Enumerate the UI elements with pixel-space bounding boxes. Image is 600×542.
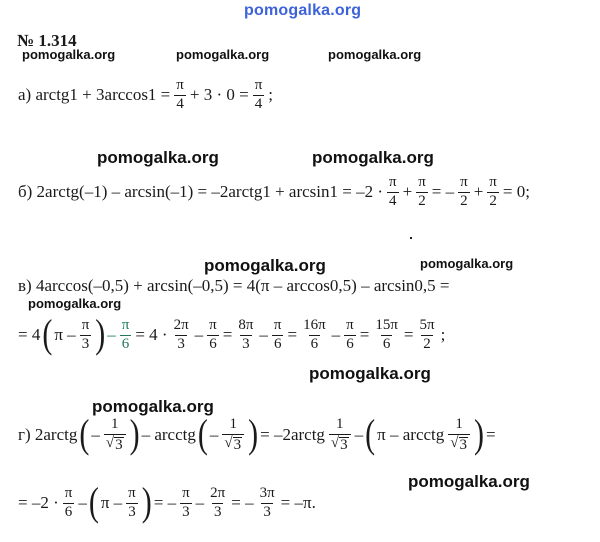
paren-open: (	[88, 480, 99, 525]
text: +	[402, 182, 413, 202]
paren-close: )	[474, 412, 484, 457]
fraction: $\frac{\pi}{2}$	[489, 174, 497, 209]
equation-b	[17, 175, 531, 210]
fraction: $\frac{\pi}{6}$	[209, 317, 217, 352]
text: = –	[153, 493, 177, 513]
fraction: $\frac{\pi}{3}$	[182, 485, 190, 520]
fraction: $\frac{\pi}{6}$	[121, 317, 130, 352]
text: =	[403, 325, 414, 345]
fraction: $\frac{\pi}{2}$	[418, 174, 426, 209]
text: б) 2arctg(–1) – arcsin(–1) = –2arctg1 + arcsin1 = –2 ·	[18, 182, 384, 202]
text: г) 2arctg	[18, 425, 78, 445]
fraction: $\frac{5\pi}{2}$	[419, 317, 435, 352]
fraction: 1 √ 3	[329, 417, 351, 454]
problem-number: № 1.314	[17, 31, 77, 50]
text: = –2 ·	[18, 493, 59, 513]
watermark: pomogalka.org	[92, 397, 214, 416]
watermark: pomogalka.org	[328, 47, 422, 62]
text: ;	[268, 85, 274, 105]
text: –	[195, 493, 205, 513]
fraction: 1 √ 3	[222, 417, 244, 454]
fraction: $\frac{8\pi}{3}$	[238, 317, 254, 352]
text: – arcctg	[141, 425, 196, 445]
fraction: $\frac{2\pi}{3}$	[210, 485, 226, 520]
text: а) arctg1 + 3arccos1 =	[18, 85, 171, 105]
fraction: $\frac{\pi}{3}$	[81, 317, 90, 352]
text: ;	[440, 325, 446, 345]
fraction: $\frac{15\pi}{6}$	[375, 317, 398, 352]
text: + 3 · 0 =	[189, 85, 249, 105]
text: =	[359, 325, 370, 345]
watermark: pomogalka.org	[204, 256, 326, 275]
text: = –	[431, 182, 455, 202]
watermark: pomogalka.org	[420, 256, 514, 271]
text: π – arcctg	[377, 425, 445, 445]
fraction: $\frac{\pi}{2}$	[460, 174, 468, 209]
fraction: $\frac{\pi}{6}$	[346, 317, 354, 352]
paren-open: (	[42, 312, 53, 357]
text: –	[354, 425, 364, 445]
text: = 0;	[502, 182, 530, 202]
text: –	[209, 425, 219, 445]
paren-open: (	[197, 412, 208, 457]
fraction: $\frac{\pi}{4}$	[176, 77, 184, 112]
watermark: pomogalka.org	[22, 47, 116, 62]
watermark: pomogalka.org	[309, 364, 431, 383]
fraction: $\frac{2\pi}{3}$	[173, 317, 189, 352]
text: = 4 ·	[135, 325, 168, 345]
text: +	[473, 182, 484, 202]
paren-close: )	[129, 412, 140, 457]
paren-open: (	[365, 412, 376, 457]
text: в) 4arccos(–0,5) + arcsin(–0,5) = 4(π – arccos0,5) – arcsin0,5 =	[18, 276, 450, 295]
text: –	[259, 325, 268, 345]
fraction: 1 √ 3	[104, 417, 126, 454]
text: –	[331, 325, 341, 345]
fraction: $\frac{16\pi}{6}$	[303, 317, 326, 352]
text: = –π.	[280, 493, 316, 513]
equation-g-line1	[17, 412, 497, 457]
text: =	[222, 325, 233, 345]
paren-close: )	[141, 480, 152, 525]
fraction: $\frac{\pi}{4}$	[389, 174, 397, 209]
equation-g-line2	[17, 480, 317, 525]
equation-v-line1	[17, 276, 451, 296]
watermark: pomogalka.org	[176, 47, 270, 62]
equation-a	[17, 78, 274, 113]
text: = –	[231, 493, 254, 513]
watermark-top: pomogalka.org	[244, 2, 362, 19]
watermark: pomogalka.org	[312, 148, 434, 167]
text: =	[287, 325, 298, 345]
text: –	[91, 425, 100, 445]
fraction: 1 √ 3	[448, 417, 470, 454]
paren-close: )	[95, 312, 106, 357]
watermark: pomogalka.org	[408, 472, 530, 491]
text: π –	[100, 493, 123, 513]
fraction: $\frac{\pi}{6}$	[273, 317, 282, 352]
fraction: $\frac{\pi}{6}$	[64, 485, 73, 520]
fraction: $\frac{\pi}{4}$	[254, 77, 263, 112]
paren-close: )	[248, 412, 259, 457]
text: = –2arctg	[260, 425, 325, 445]
watermark: pomogalka.org	[97, 148, 219, 167]
speck	[410, 237, 412, 239]
text: –	[107, 325, 116, 345]
fraction: $\frac{\pi}{3}$	[128, 485, 136, 520]
text: = 4	[18, 325, 41, 345]
text: –	[78, 493, 87, 513]
watermark: pomogalka.org	[28, 296, 122, 311]
fraction: $\frac{3\pi}{3}$	[259, 485, 275, 520]
equation-v-line2	[17, 312, 446, 357]
paren-open: (	[79, 412, 90, 457]
text: π –	[54, 325, 76, 345]
text: =	[486, 425, 496, 445]
text: –	[194, 325, 204, 345]
